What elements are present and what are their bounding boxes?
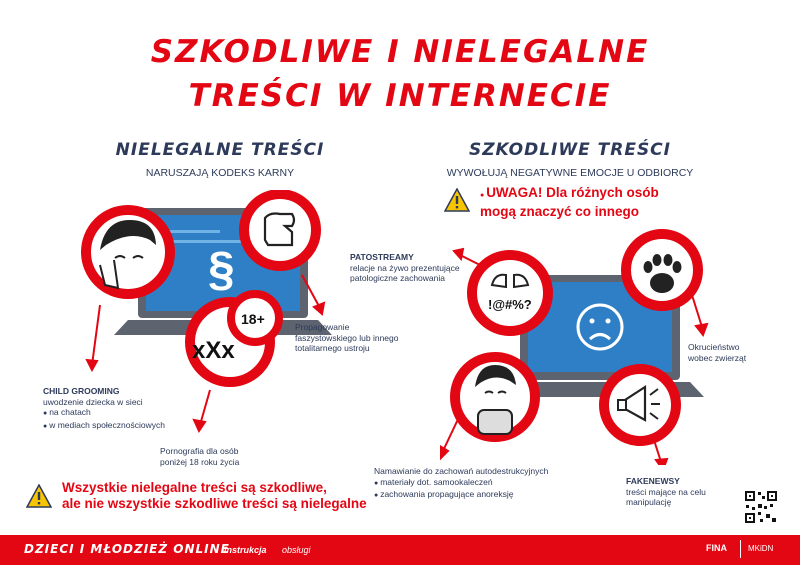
- badge-18-label: 18+: [241, 311, 265, 327]
- selfharm-title: Namawianie do zachowań autodestrukcyjnych: [374, 466, 549, 476]
- propaganda-line: Propagowanie: [295, 322, 350, 332]
- selfharm-label: [374, 466, 574, 502]
- megaphone-icon: [604, 369, 676, 441]
- fakenews-line: manipulację: [626, 497, 672, 507]
- harmful-heading: SZKODLIWE TREŚCI: [468, 140, 671, 160]
- fina-logo[interactable]: FINA: [706, 543, 727, 553]
- grooming-title: CHILD GROOMING: [43, 386, 120, 396]
- selfharm-bullet: ● materiały dot. samookaleczeń: [374, 477, 574, 490]
- patostreamy-label: [350, 252, 490, 284]
- warning-icon: [26, 484, 52, 508]
- propaganda-label: [295, 322, 425, 354]
- footer-divider: [740, 540, 741, 558]
- swear-text: !@#%?: [488, 297, 532, 312]
- fist-icon: [244, 194, 316, 266]
- porn-line: Pornografia dla osób: [160, 446, 239, 456]
- cruelty-line: Okrucieństwo: [688, 342, 740, 352]
- illegal-warning: [62, 480, 382, 512]
- grooming-desc: uwodzenie dziecka w sieci: [43, 396, 143, 407]
- paragraph-icon: §: [208, 243, 235, 296]
- qr-code-icon[interactable]: [744, 490, 778, 524]
- child-face-icon: [86, 210, 170, 294]
- fakenews-label: [626, 476, 736, 508]
- harmful-subheading: WYWOŁUJĄ NEGATYWNE EMOCJE U ODBIORCY: [446, 167, 694, 179]
- fakenews-line: treści mające na celu: [626, 486, 706, 497]
- mkidn-logo[interactable]: MKiDN: [748, 544, 774, 553]
- badge-xxx-label: xXx: [192, 337, 235, 364]
- sad-child-icon: [455, 357, 535, 437]
- grooming-label: [43, 386, 203, 432]
- cruelty-label: [688, 342, 788, 363]
- cruelty-line: wobec zwierząt: [688, 352, 747, 363]
- illegal-heading: NIELEGALNE TREŚCI: [115, 140, 325, 160]
- warning-icon: [444, 188, 470, 212]
- page-title-line2: TREŚCI W INTERNECIE: [188, 78, 612, 114]
- porn-label: [160, 446, 280, 467]
- harmful-warning-line2: mogą znaczyć co innego: [480, 204, 640, 219]
- patostreamy-title: PATOSTREAMY: [350, 252, 414, 262]
- footer-program-name: DZIECI I MŁODZIEŻ ONLINE: [24, 542, 230, 556]
- patostreamy-line: relacje na żywo prezentujące: [350, 262, 460, 273]
- illegal-subheading: NARUSZAJĄ KODEKS KARNY: [145, 167, 295, 179]
- harmful-warning-line1: ● UWAGA! Dla różnych osób: [480, 185, 659, 204]
- patostreamy-line: patologiczne zachowania: [350, 273, 445, 283]
- footer-usage: obsługi: [282, 545, 311, 555]
- paw-icon: [626, 234, 698, 306]
- propaganda-line: totalitarnego ustroju: [295, 343, 370, 353]
- illegal-warning-line2: ale nie wszystkie szkodliwe treści są nielegalne: [62, 496, 367, 511]
- porn-line: poniżej 18 roku życia: [160, 456, 240, 467]
- illegal-warning-line1: Wszystkie nielegalne treści są szkodliwe,: [62, 480, 327, 495]
- propaganda-line: faszystowskiego lub innego: [295, 332, 399, 343]
- page-title-line1: SZKODLIWE I NIELEGALNE: [150, 34, 650, 70]
- grooming-bullet: ● w mediach społecznościowych: [43, 420, 203, 433]
- footer-instruction: instrukcja: [224, 545, 267, 555]
- fakenews-title: FAKENEWSY: [626, 476, 680, 486]
- selfharm-bullet: ● zachowania propagujące anoreksję: [374, 489, 574, 502]
- grooming-bullet: ● na chatach: [43, 407, 203, 420]
